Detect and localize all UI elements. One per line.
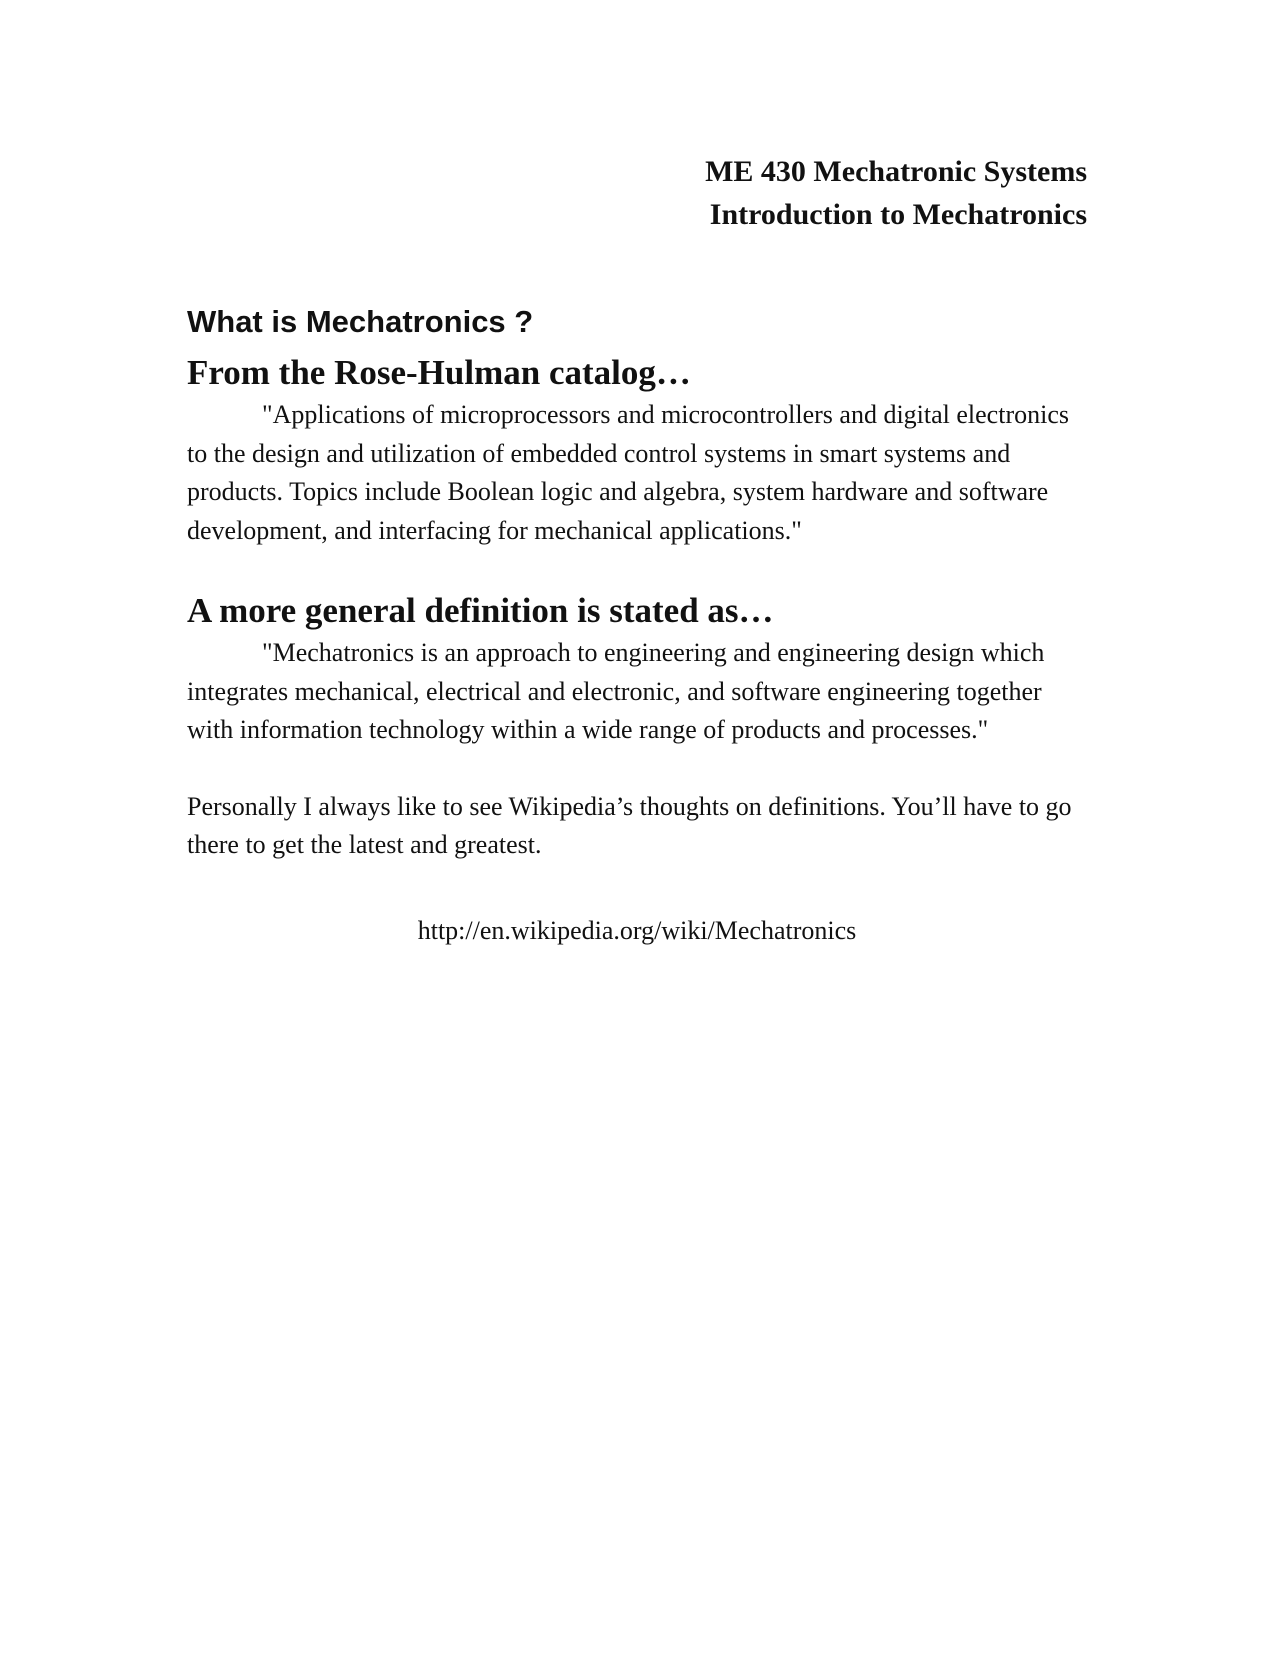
wikipedia-link[interactable]: http://en.wikipedia.org/wiki/Mechatronics xyxy=(417,915,857,945)
section-heading: What is Mechatronics ? xyxy=(187,304,534,339)
general-definition-quote: "Mechatronics is an approach to engineering and engineering design which integrates mechanical, electrical and electronic, and software engineering together with information technology within a wide range of products and processes." xyxy=(187,638,1045,744)
catalog-heading: From the Rose-Hulman catalog… xyxy=(187,353,691,392)
document-header xyxy=(705,150,1087,236)
personal-note: Personally I always like to see Wikipedia’s thoughts on definitions. You’ll have to go there to get the latest and greatest. xyxy=(187,791,1072,859)
catalog-quote: "Applications of microprocessors and microcontrollers and digital electronics to the design and utilization of embedded control systems in smart systems and products. Topics include Boolean logic and algebra, system hardware and software development, and interfacing for mechanical applications." xyxy=(187,400,1069,545)
lecture-title: Introduction to Mechatronics xyxy=(709,198,1087,231)
general-definition-heading: A more general definition is stated as… xyxy=(187,591,774,630)
document-body xyxy=(187,298,1087,950)
course-title: ME 430 Mechatronic Systems xyxy=(705,155,1087,188)
